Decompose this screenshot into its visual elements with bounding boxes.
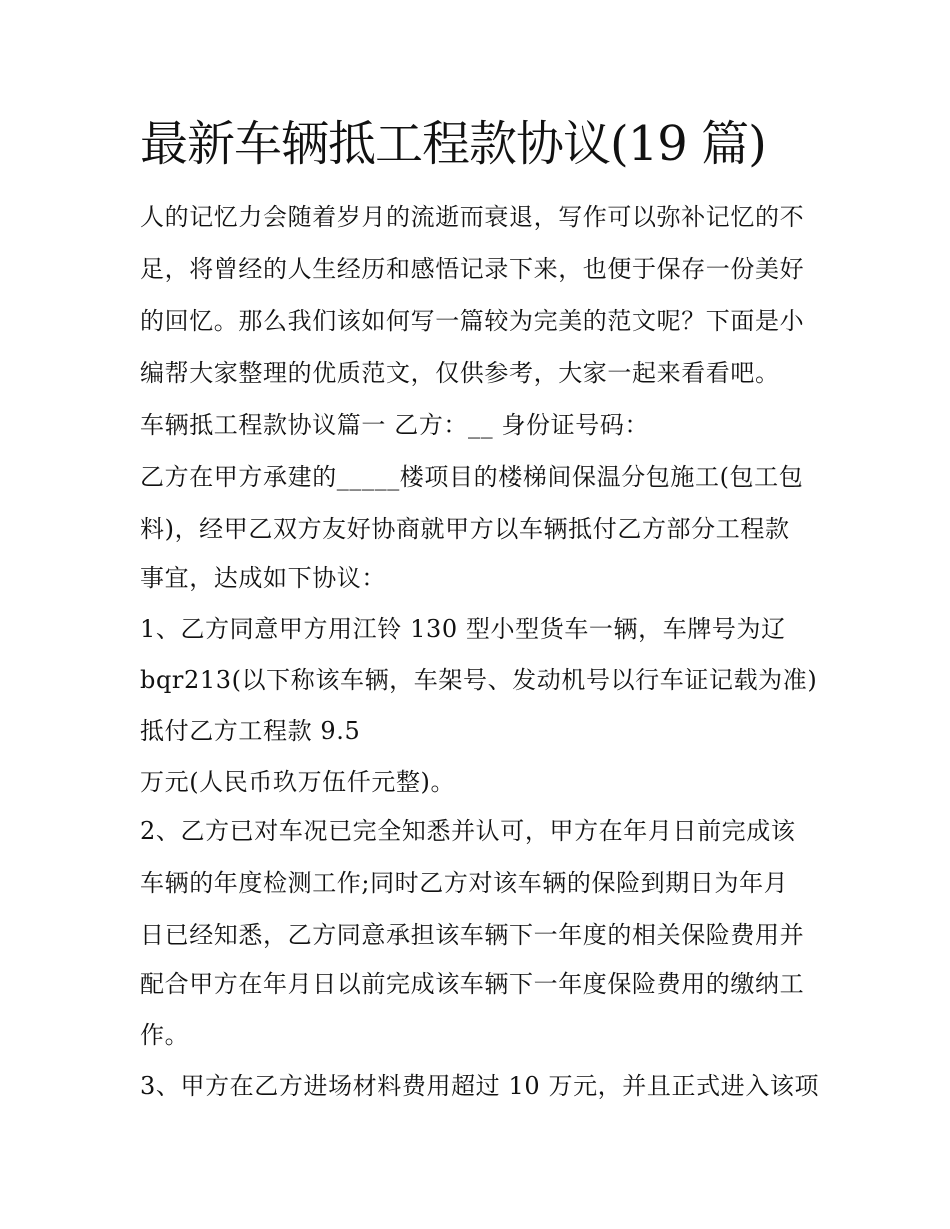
paragraph-line: 抵付乙方工程款 9.5 — [140, 717, 361, 745]
paragraph-line: 的回忆。那么我们该如何写一篇较为完美的范文呢？下面是小 — [140, 307, 805, 335]
paragraph-line: 编帮大家整理的优质范文，仅供参考，大家一起来看看吧。 — [140, 359, 780, 387]
paragraph-line: 3、甲方在乙方进场材料费用超过 10 万元，并且正式进入该项 — [140, 1072, 820, 1100]
paragraph-line: 配合甲方在年月日以前完成该车辆下一年度保险费用的缴纳工 — [140, 970, 805, 998]
paragraph-line: 足，将曾经的人生经历和感悟记录下来，也便于保存一份美好 — [140, 255, 805, 283]
paragraph-line: 乙方在甲方承建的_____楼项目的楼梯间保温分包施工(包工包 — [140, 463, 804, 491]
paragraph-line: 料)，经甲乙双方友好协商就甲方以车辆抵付乙方部分工程款 — [140, 515, 790, 543]
paragraph-line: 日已经知悉，乙方同意承担该车辆下一年度的相关保险费用并 — [140, 921, 805, 949]
paragraph-line: 车辆抵工程款协议篇一 乙方：__ 身份证号码： — [140, 411, 650, 439]
paragraph-line: bqr213(以下称该车辆，车架号、发动机号以行车证记载为准) — [140, 666, 818, 694]
paragraph-line: 1、乙方同意甲方用江铃 130 型小型货车一辆，车牌号为辽 — [140, 615, 786, 643]
document-title: 最新车辆抵工程款协议(19 篇) — [140, 116, 766, 172]
paragraph-line: 2、乙方已对车况已完全知悉并认可，甲方在年月日前完成该 — [140, 817, 796, 845]
paragraph-line: 作。 — [140, 1021, 190, 1049]
paragraph-line: 事宜，达成如下协议： — [140, 564, 386, 592]
paragraph-line: 万元(人民币玖万伍仟元整)。 — [140, 768, 456, 796]
paragraph-line: 车辆的年度检测工作;同时乙方对该车辆的保险到期日为年月 — [140, 869, 789, 897]
paragraph-line: 人的记忆力会随着岁月的流逝而衰退，写作可以弥补记忆的不 — [140, 203, 805, 231]
